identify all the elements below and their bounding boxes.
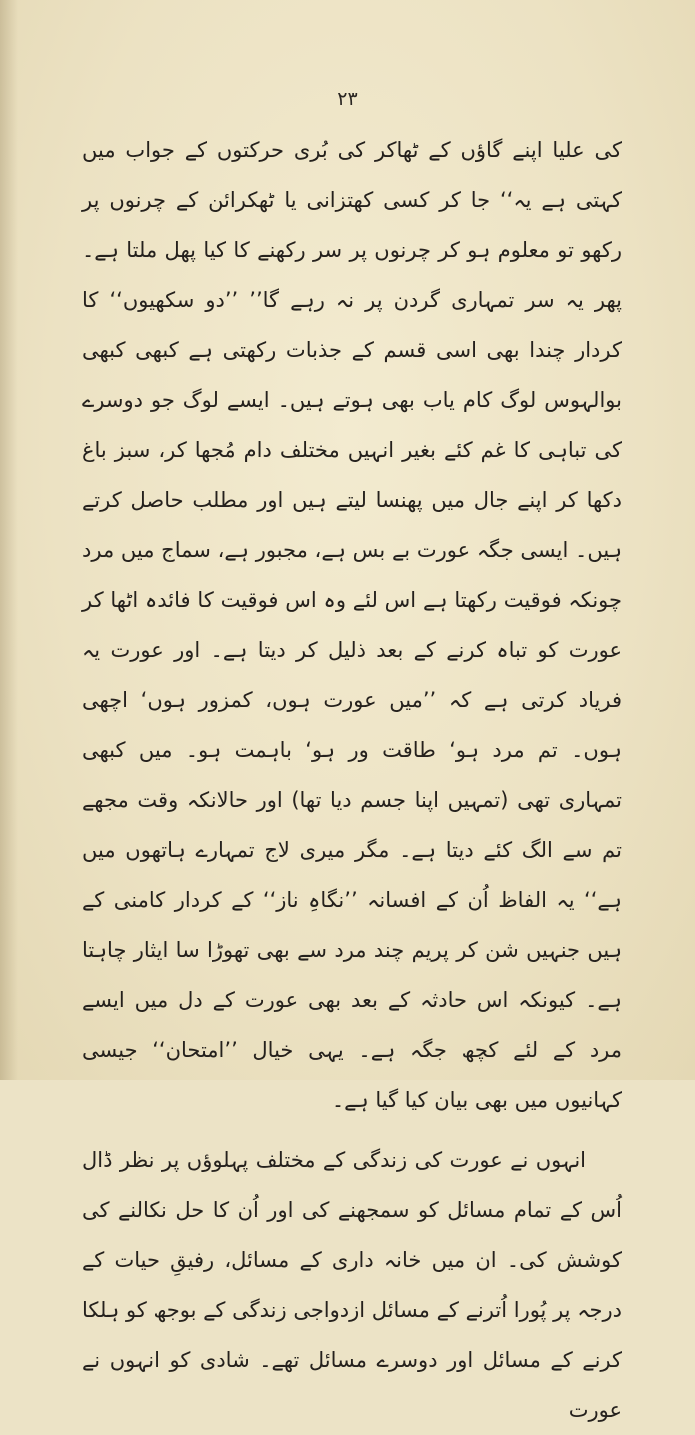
paragraph-2: انہوں نے عورت کی زندگی کے مختلف پہلوؤں پر نظر ڈال اُس کے تمام مسائل کو سمجھنے کی اور اُن کا حل نکالنے کی کوشش کی۔ ان میں خانہ داری کے مسائل، رفیقِ حیات کے درجہ پر پُورا اُترنے کے مسائل ازدواجی زندگی کے بوجھ کو ہلکا کرنے کے مسائل اور دوسرے مسائل تھے۔ شادی کو انہوں نے عورت xyxy=(82,1148,622,1422)
page-binding-shadow xyxy=(0,0,18,1080)
paragraph-1: کی علیا اپنے گاؤں کے ٹھاکر کی بُری حرکتوں کے جواب میں کہتی ہے یہ‘‘ جا کر کسی کھتزانی یا ٹھکرائن کے چرنوں پر رکھو تو معلوم ہو کر چرنوں پر سر رکھنے کا کیا پھل ملتا ہے۔ پھر یہ سر تمہاری گردن پر نہ رہے گا’’ ’’دو سکھیوں‘‘ کا کردار چندا بھی اسی قسم کے جذبات رکھتی ہے کبھی کبھی بوالہوس لوگ کام یاب بھی ہوتے ہیں۔ ایسے لوگ جو دوسرے کی تباہی کا غم کئے بغیر انہیں مختلف دام مُجھا کر، سبز باغ دکھا کر اپنے جال میں پھنسا لیتے ہیں اور مطلب حاصل کرتے ہیں۔ ایسی جگہ عورت بے بس ہے، مجبور ہے، سماج میں مرد چونکہ فوقیت رکھتا ہے اس لئے وہ اس فوقیت کا فائدہ اٹھا کر عورت کو تباہ کرنے کے بعد ذلیل کر دیتا ہے۔ اور عورت یہ فریاد کرتی ہے کہ ’’میں عورت ہوں، کمزور ہوں‘ اچھی ہوں۔ تم مرد ہو‘ طاقت ور ہو‘ باہمت ہو۔ میں کبھی تمہاری تھی (تمہیں اپنا جسم دیا تھا) اور حالانکہ وقت مجھے تم سے الگ کئے دیتا ہے۔ مگر میری لاج تمہارے ہاتھوں میں ہے‘‘ یہ الفاظ اُن کے افسانہ ’’نگاہِ ناز‘‘ کے کردار کامنی کے ہیں جنہیں شن کر پریم چند مرد سے بھی تھوڑا سا ایثار چاہتا ہے۔ کیونکہ اس حادثہ کے بعد بھی عورت کے دل میں ایسے مرد کے لئے کچھ جگہ ہے۔ یہی خیال ’’امتحان‘‘ جیسی کہانیوں میں بھی بیان کیا گیا ہے۔ xyxy=(82,138,622,1112)
page-number: ۲۳ xyxy=(337,88,358,110)
page-body xyxy=(82,125,622,1435)
